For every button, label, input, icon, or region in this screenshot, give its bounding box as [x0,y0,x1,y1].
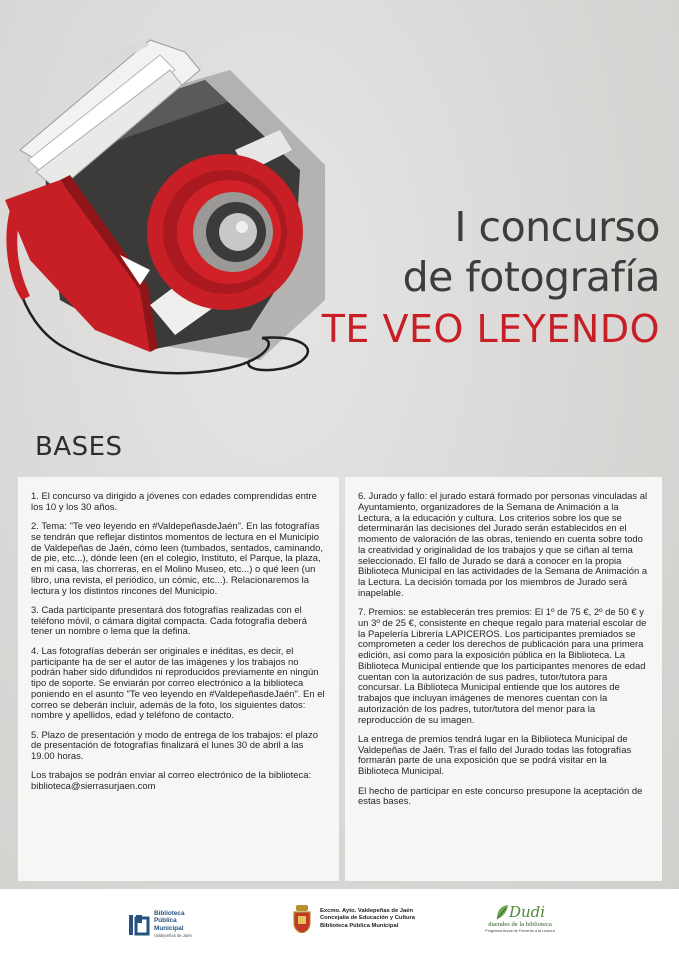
title-line-2: de fotografía [402,253,660,301]
bases-heading: BASES [35,432,123,462]
biblioteca-line-2: Pública [154,917,177,925]
biblioteca-logo [128,910,192,940]
duendes-name: duendes de la biblioteca [488,921,552,928]
rule-1: 1. El concurso va dirigido a jóvenes con edades comprendidas entre los 10 y los 30 años. [31,491,317,513]
rule-5: 5. Plazo de presentación y modo de entrega de los trabajos: el plazo de presentación de fotografías finalizará el lunes 30 de abril a las 19.00 horas. [31,729,318,763]
rules-column-left [18,477,339,881]
rule-7: 7. Premios: se establecerán tres premios: El 1º de 75 €, 2º de 50 € y un 3º de 25 €, consistente en cheque regalo para material escolar de la Papelería Librería LAPICEROS. Los participantes premiados se comprometen a ceder los derechos de publicación para una primera edición, así como para la exposición pública en la Biblioteca. La Biblioteca Municipal entiende que los participantes menores de edad cuentan con la autorización de sus padres, tutor/tutora para concursar. La Biblioteca Municipal entiende que los autores de trabajos que incluyan imágenes de menores cuentan con la autorización de los padres, tutor/tutora del menor para la reproducción de su imagen. [358,607,647,726]
biblioteca-line-3: Municipal [154,924,184,932]
title-line-3: TE VEO LEYENDO [321,307,660,351]
camera-lens-icon [147,154,303,310]
duendes-program: Programa Anual de Fomento a la Lectura [485,929,555,933]
title-line-1: I concurso [454,203,660,251]
ayto-line-2: Concejalía de Educación y Cultura [320,915,416,922]
coat-of-arms-icon [292,905,312,933]
poster-title [300,202,660,356]
ayto-line-1: Excmo. Ayto. Valdepeñas de Jaén [320,907,414,914]
award-ceremony: La entrega de premios tendrá lugar en la Biblioteca Municipal de Valdepeñas de Jaén. Tras el fallo del Jurado todas las fotografías formarán parte de una exposición que se podrá visitar en la Biblioteca Municipal. [358,733,632,778]
biblioteca-sub: Valdepeñas de Jaén [154,933,192,939]
rule-4: 4. Las fotografías deberán ser originales e inéditas, es decir, el participante ha de ser el autor de las imágenes y los trabajos no podrán haber sido difundidos ni reproducidos previamente en ningún tipo de soporte. Se enviarán por correo electrónico a la biblioteca poniendo en el asunto "Te veo leyendo en #ValdepeñasdeJaén". En el correo se deberán incluir, además de la foto, los siguientes datos: nombre y apellidos, edad y teléfono de contacto. [31,645,325,722]
submission-email: Los trabajos se podrán enviar al correo electrónico de la biblioteca: biblioteca@sierrasurjaen.com [31,770,312,793]
ayto-line-3: Biblioteca Pública Municipal [320,922,399,929]
acceptance-note: El hecho de participar en este concurso presupone la aceptación de estas bases. [358,785,643,808]
rule-2: 2. Tema: "Te veo leyendo en #ValdepeñasdeJaén". En las fotografías se tendrán que reflejar distintos momentos de lectura en el Municipio de Valdepeñas de Jaén, cómo leen (tumbados, sentados, caminando, de pie, etc...), dónde leen (en el colegio, Instituto, el Parque, la plaza, en mi casa, las chorreras, en el Molino Museo, etc...) o qué leen (un libro, una revista, el periódico, un cómic, etc...). Relacionaremos la lectura y los distintos rincones del Municipio. [31,521,324,597]
biblioteca-logo-icon [128,914,150,936]
duendes-logo [472,903,568,934]
leaf-logo-icon [495,904,509,920]
duendes-word: Dudi [508,903,546,921]
biblioteca-line-1: Biblioteca [154,910,185,917]
rule-3: 3. Cada participante presentará dos fotografías realizadas con el teléfono móvil, o cámara digital compacta. Cada fotografía deberá tener un nombre o lema que la defina. [31,604,307,638]
rules-column-right [345,477,662,881]
ayuntamiento-logo [292,905,415,933]
rule-6: 6. Jurado y fallo: el jurado estará formado por personas vinculadas al Ayuntamiento, organizadores de la Semana de Animación a la Lectura, a la educación y cultura. Los criterios sobre los que se determinarán las decisiones del Jurado serán establecidos en el momento de valoración de las obras, teniendo en cuenta sobre todo la creatividad y originalidad de los trabajos y que se ciñan al tema seleccionado. El fallo de Jurado se dará a conocer en la propia Biblioteca Municipal en las actividades de la Semana de Animación a la Lectura. La decisión tomada por los miembros de Jurado será inapelable. [358,491,648,599]
sponsor-footer [0,889,679,960]
